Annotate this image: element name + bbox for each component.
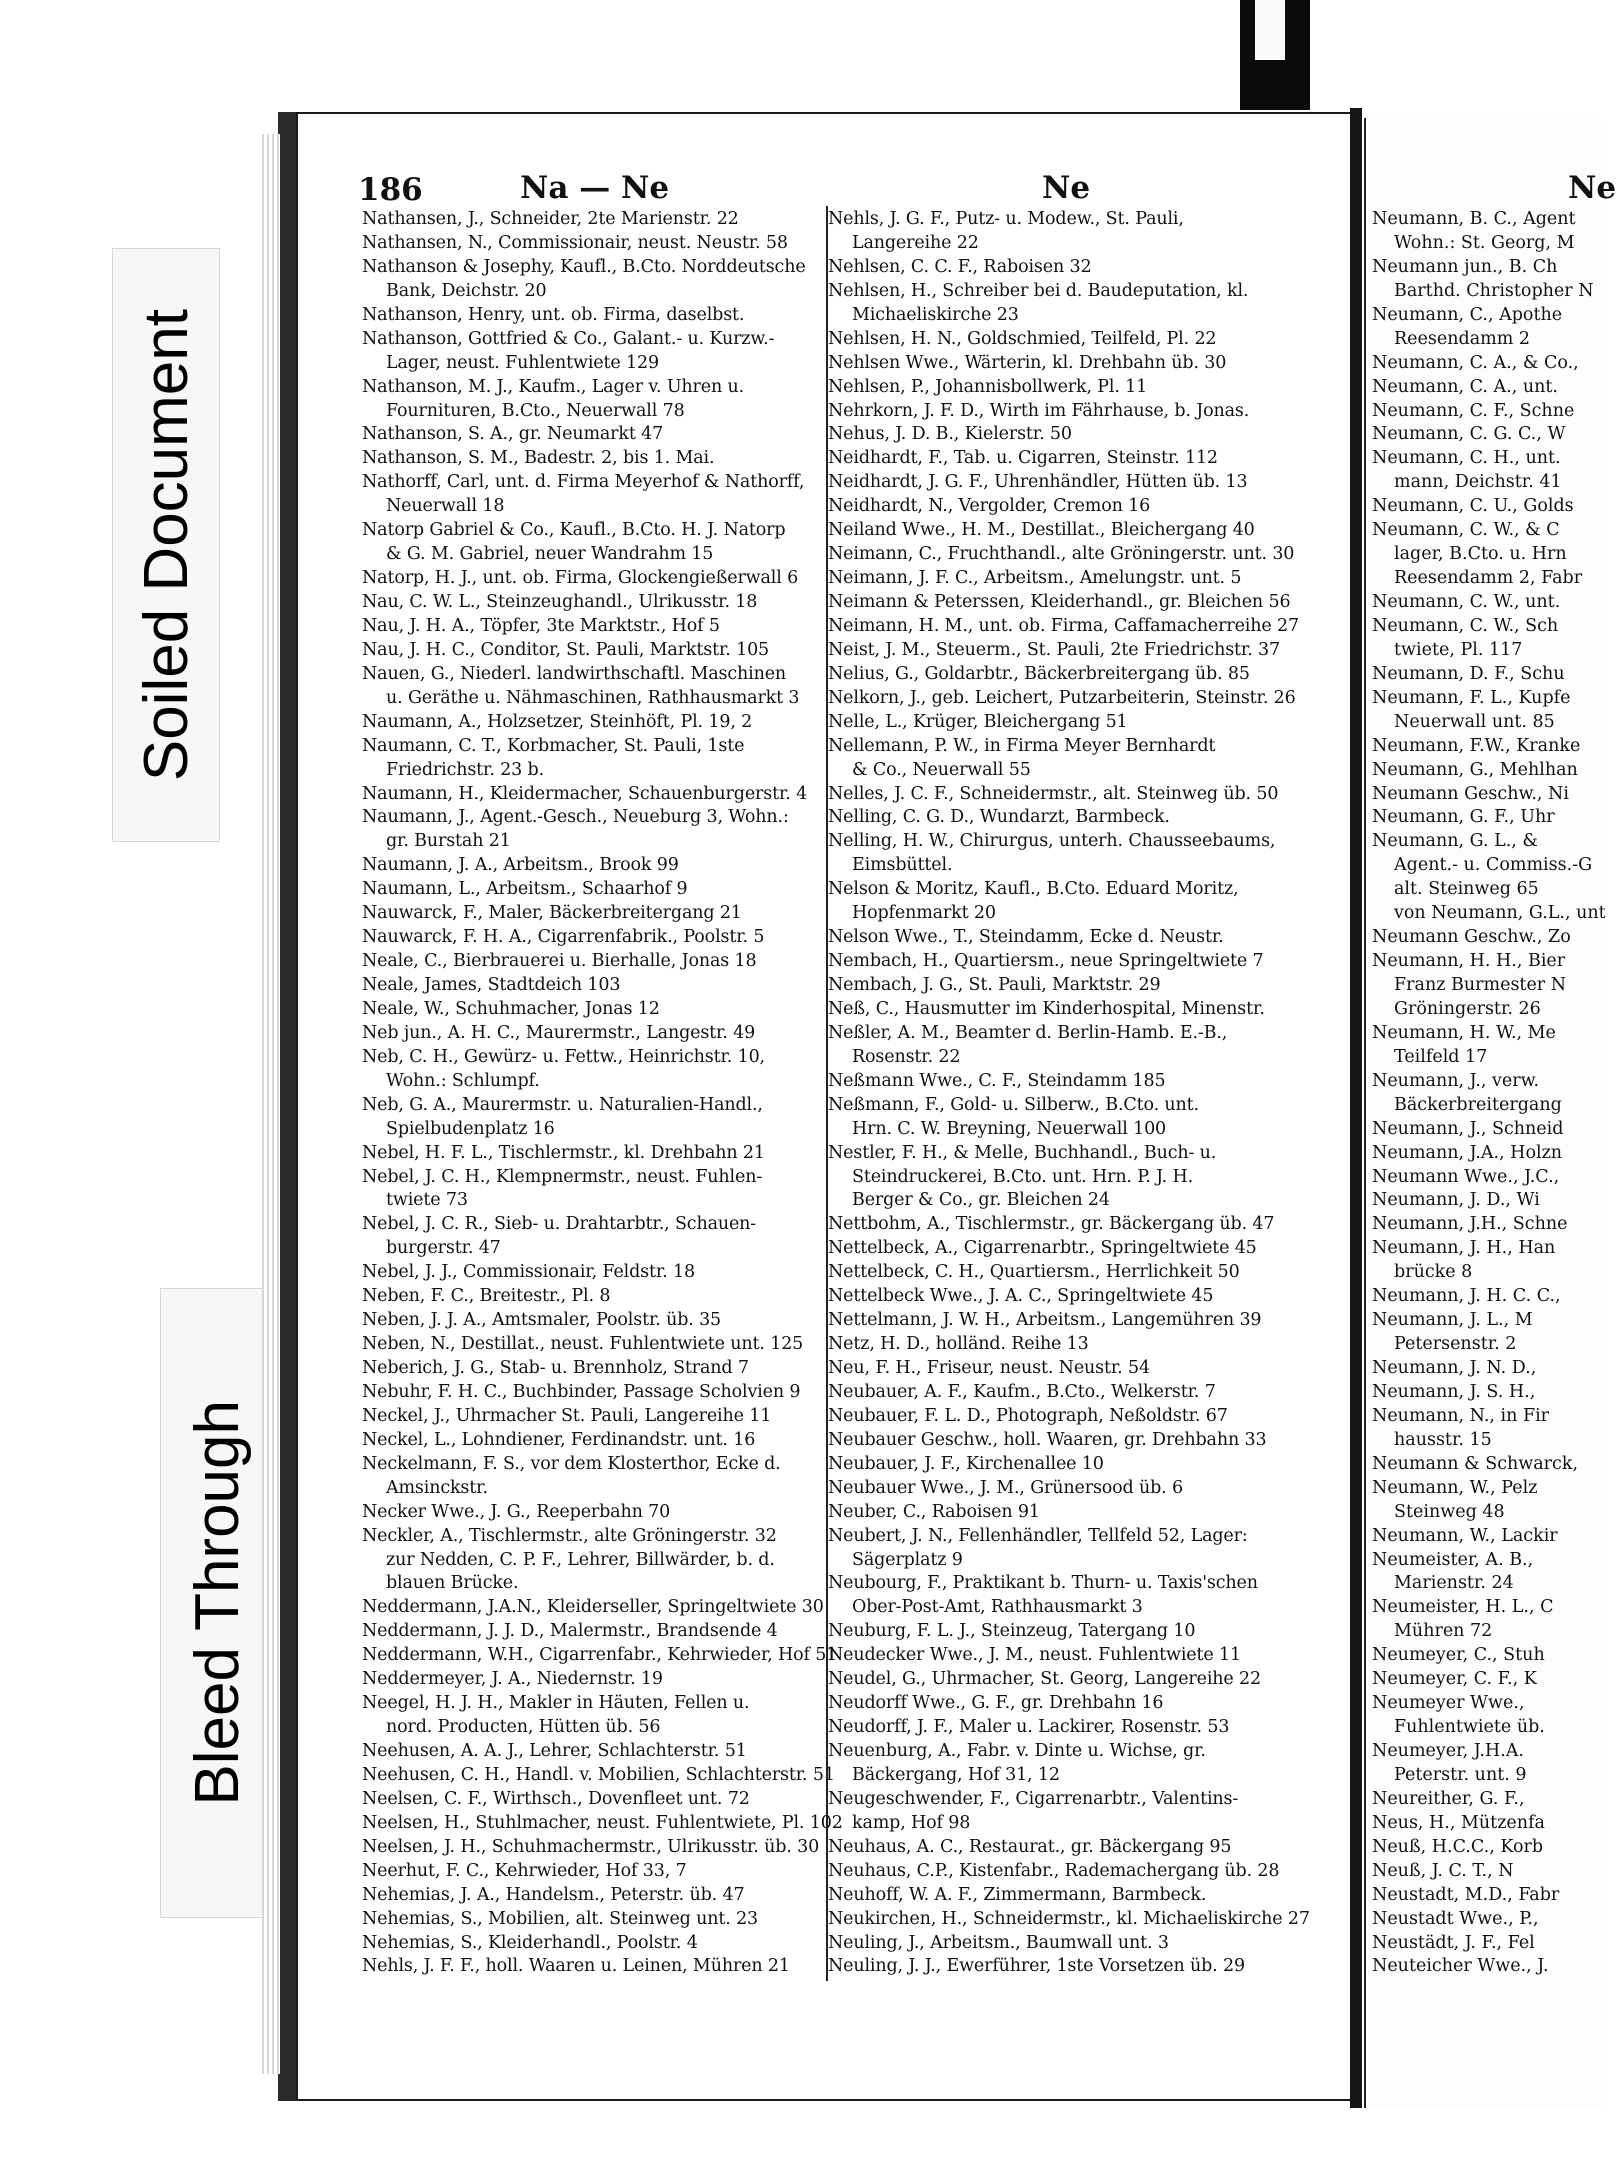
directory-entry: brücke 8 xyxy=(1394,1262,1473,1283)
directory-entry: Neumann, J. S. H., xyxy=(1372,1381,1536,1402)
directory-entry: Nauen, G., Niederl. landwirthschaftl. Maschinen xyxy=(362,663,787,684)
directory-entry: Neb, C. H., Gewürz- u. Fettw., Heinrichstr. 10, xyxy=(362,1046,765,1067)
directory-entry: Necker Wwe., J. G., Reeperbahn 70 xyxy=(362,1501,671,1522)
directory-entry: Neumeyer, C., Stuh xyxy=(1372,1645,1545,1666)
directory-entry: Neumann, G. L., & xyxy=(1372,831,1539,852)
directory-entry: Neuß, H.C.C., Korb xyxy=(1372,1836,1544,1857)
soiled-document-text: Soiled Document xyxy=(131,308,201,782)
directory-entry: Nettelbeck, A., Cigarrenarbtr., Springeltwiete 45 xyxy=(828,1238,1257,1259)
directory-entry: Neumann, G. F., Uhr xyxy=(1372,807,1555,828)
directory-entry: Neckler, A., Tischlermstr., alte Gröningerstr. 32 xyxy=(362,1525,777,1546)
directory-entry: Neß, C., Hausmutter im Kinderhospital, Minenstr. xyxy=(828,998,1265,1019)
directory-entry: Nathanson, S. A., gr. Neumarkt 47 xyxy=(362,424,664,445)
directory-entry: Steinweg 48 xyxy=(1394,1501,1505,1522)
directory-entry: Neumann, C. A., & Co., xyxy=(1372,352,1579,373)
directory-entry: Neumann, H. W., Me xyxy=(1372,1022,1556,1043)
directory-entry: Neegel, H. J. H., Makler in Häuten, Fellen u. xyxy=(362,1693,750,1714)
directory-entry: gr. Burstah 21 xyxy=(386,831,511,852)
directory-column-right xyxy=(828,208,1310,1979)
directory-entry: Nebel, J. C. R., Sieb- u. Drahtarbtr., Schauen- xyxy=(362,1214,757,1235)
directory-entry: Nathanson, S. M., Badestr. 2, bis 1. Mai. xyxy=(362,448,715,469)
directory-entry: Bäckerbreitergang xyxy=(1394,1094,1562,1115)
directory-entry: Agent.- u. Commiss.-G xyxy=(1394,855,1593,876)
directory-entry: Nelles, J. C. F., Schneidermstr., alt. Steinweg üb. 50 xyxy=(828,783,1279,804)
directory-entry: Neumann, N., in Fir xyxy=(1372,1405,1550,1426)
directory-entry: Sägerplatz 9 xyxy=(852,1549,963,1570)
directory-entry: Neumann, F. L., Kupfe xyxy=(1372,687,1571,708)
directory-entry: Neumann, C. A., unt. xyxy=(1372,376,1558,397)
directory-entry: Neidhardt, F., Tab. u. Cigarren, Steinstr. 112 xyxy=(828,448,1218,469)
directory-entry: Neudorff, J. F., Maler u. Lackirer, Rosenstr. 53 xyxy=(828,1717,1230,1738)
directory-entry: Neumann, C. H., unt. xyxy=(1372,448,1561,469)
directory-entry: Neumeyer, C. F., K xyxy=(1372,1669,1537,1690)
directory-entry: Nelkorn, J., geb. Leichert, Putzarbeiterin, Steinstr. 26 xyxy=(828,687,1296,708)
directory-entry: Nehemias, J. A., Handelsm., Peterstr. üb. 47 xyxy=(362,1884,745,1905)
directory-entry: Neist, J. M., Steuerm., St. Pauli, 2te Friedrichstr. 37 xyxy=(828,639,1280,660)
directory-entry: Neumann, G., Mehlhan xyxy=(1372,759,1578,780)
directory-entry: Neustädt, J. F., Fel xyxy=(1372,1932,1535,1953)
directory-entry: Naumann, J., Agent.-Gesch., Neueburg 3, Wohn.: xyxy=(362,807,789,828)
directory-entry: Nembach, J. G., St. Pauli, Marktstr. 29 xyxy=(828,975,1161,995)
directory-entry: Nettelbeck Wwe., J. A. C., Springeltwiete 45 xyxy=(828,1286,1214,1307)
directory-entry: Petersenstr. 2 xyxy=(1394,1334,1517,1355)
directory-entry: Neuerwall 18 xyxy=(386,496,505,517)
directory-entry: Nauwarck, F. H. A., Cigarrenfabrik., Poolstr. 5 xyxy=(362,927,765,948)
directory-entry: Marienstr. 24 xyxy=(1394,1573,1514,1594)
directory-entry: twiete 73 xyxy=(386,1190,468,1211)
directory-entry: Neumann, B. C., Agent xyxy=(1372,209,1576,229)
directory-entry: Neumann, C. U., Golds xyxy=(1372,496,1574,517)
directory-entry: Neumann, W., Pelz xyxy=(1372,1477,1538,1498)
directory-entry: Nestler, F. H., & Melle, Buchhandl., Buch- u. xyxy=(828,1142,1217,1163)
directory-entry: Neus, H., Mützenfa xyxy=(1372,1812,1545,1833)
directory-entry: Bank, Deichstr. 20 xyxy=(386,280,547,301)
directory-entry: Neumann Wwe., J.C., xyxy=(1372,1166,1560,1187)
directory-entry: Neumann, J., verw. xyxy=(1372,1070,1540,1091)
directory-entry: Neubauer Wwe., J. M., Grünersood üb. 6 xyxy=(828,1477,1183,1498)
directory-entry: burgerstr. 47 xyxy=(386,1238,501,1259)
running-head-right: Ne xyxy=(1042,170,1091,206)
directory-entry: Neelsen, C. F., Wirthsch., Dovenfleet unt. 72 xyxy=(362,1788,750,1809)
directory-entry: Steindruckerei, B.Cto. unt. Hrn. P. J. H. xyxy=(852,1166,1194,1187)
directory-entry: Nebuhr, F. H. C., Buchbinder, Passage Scholvien 9 xyxy=(362,1381,801,1402)
directory-entry: Naumann, H., Kleidermacher, Schauenburgerstr. 4 xyxy=(362,783,808,804)
directory-entry: Neelsen, J. H., Schuhmachermstr., Ulrikusstr. üb. 30 xyxy=(362,1836,820,1857)
directory-entry: Neumann, C. W., Sch xyxy=(1372,615,1559,636)
directory-entry: Hopfenmarkt 20 xyxy=(852,903,996,924)
directory-entry: alt. Steinweg 65 xyxy=(1394,879,1539,900)
directory-entry: Neimann, C., Fruchthandl., alte Gröningerstr. unt. 30 xyxy=(828,544,1295,565)
directory-entry: Nembach, H., Quartiersm., neue Springeltwiete 7 xyxy=(828,951,1264,972)
directory-entry: & Co., Neuerwall 55 xyxy=(852,759,1031,780)
directory-entry: Neidhardt, J. G. F., Uhrenhändler, Hütten üb. 13 xyxy=(828,472,1248,493)
directory-entry: Nau, C. W. L., Steinzeughandl., Ulrikusstr. 18 xyxy=(362,592,758,612)
directory-entry: Neddermann, J. J. D., Malermstr., Brandsende 4 xyxy=(362,1621,778,1642)
directory-entry: Langereihe 22 xyxy=(852,232,979,253)
directory-entry: Neuß, J. C. T., N xyxy=(1372,1860,1514,1881)
directory-entry: Neuling, J., Arbeitsm., Baumwall unt. 3 xyxy=(828,1932,1169,1953)
directory-entry: Nathorff, Carl, unt. d. Firma Meyerhof & Nathorff, xyxy=(362,472,805,493)
directory-entry: Neumann jun., B. Ch xyxy=(1372,256,1558,277)
directory-entry: Neumann, J.H., Schne xyxy=(1372,1214,1568,1235)
directory-entry: Neckelmann, F. S., vor dem Klosterthor, Ecke d. xyxy=(362,1453,781,1474)
book-gutter xyxy=(1350,108,1362,2108)
directory-entry: Peterstr. unt. 9 xyxy=(1394,1764,1527,1785)
directory-entry: kamp, Hof 98 xyxy=(852,1812,971,1833)
directory-entry: Neumann, H. H., Bier xyxy=(1372,951,1566,972)
directory-entry: Lager, neust. Fuhlentwiete 129 xyxy=(386,352,659,373)
directory-entry: Neumeyer, J.H.A. xyxy=(1372,1741,1524,1761)
directory-entry: Neu, F. H., Friseur, neust. Neustr. 54 xyxy=(828,1358,1150,1378)
page-number: 186 xyxy=(358,172,423,208)
directory-entry: Nathansen, J., Schneider, 2te Marienstr. 22 xyxy=(362,209,739,229)
directory-entry: Neubauer, A. F., Kaufm., B.Cto., Welkerstr. 7 xyxy=(828,1381,1216,1402)
directory-entry: Nehrkorn, J. F. D., Wirth im Fährhause, b. Jonas. xyxy=(828,400,1250,421)
directory-entry: Neumann, C. F., Schne xyxy=(1372,400,1575,421)
directory-entry: Neumann, J.A., Holzn xyxy=(1372,1142,1563,1163)
directory-entry: hausstr. 15 xyxy=(1394,1429,1492,1450)
directory-entry: Nelius, G., Goldarbtr., Bäckerbreitergang üb. 85 xyxy=(828,663,1250,684)
directory-entry: Fournituren, B.Cto., Neuerwall 78 xyxy=(386,400,685,421)
directory-entry: Franz Burmester N xyxy=(1394,975,1567,995)
directory-entry: Neumann, J. L., M xyxy=(1372,1310,1533,1331)
directory-entry: Neben, F. C., Breitestr., Pl. 8 xyxy=(362,1286,611,1307)
directory-entry: Neuteicher Wwe., J. xyxy=(1372,1956,1549,1977)
directory-entry: Ober-Post-Amt, Rathhausmarkt 3 xyxy=(852,1597,1143,1618)
directory-entry: Neehusen, A. A. J., Lehrer, Schlachterstr. 51 xyxy=(362,1741,747,1761)
directory-entry: Neustadt, M.D., Fabr xyxy=(1372,1884,1560,1905)
directory-entry: Spielbudenplatz 16 xyxy=(386,1118,555,1139)
directory-entry: & G. M. Gabriel, neuer Wandrahm 15 xyxy=(386,544,714,565)
directory-entry: Neureither, G. F., xyxy=(1372,1788,1525,1809)
directory-entry: Neumann, J. N. D., xyxy=(1372,1358,1537,1378)
directory-entry: twiete, Pl. 117 xyxy=(1394,639,1523,660)
directory-entry: Nathanson, M. J., Kaufm., Lager v. Uhren u. xyxy=(362,376,745,397)
directory-entry: mann, Deichstr. 41 xyxy=(1394,472,1562,493)
directory-entry: Reesendamm 2 xyxy=(1394,328,1531,349)
directory-entry: Nehlsen, H., Schreiber bei d. Baudeputation, kl. xyxy=(828,280,1249,301)
directory-entry: Netz, H. D., holländ. Reihe 13 xyxy=(828,1334,1089,1355)
directory-entry: Neimann, J. F. C., Arbeitsm., Amelungstr. unt. 5 xyxy=(828,568,1242,589)
directory-entry: Neuhaus, C.P., Kistenfabr., Rademachergang üb. 28 xyxy=(828,1860,1280,1881)
directory-entry: Gröningerstr. 26 xyxy=(1394,998,1541,1019)
directory-entry: Neale, W., Schuhmacher, Jonas 12 xyxy=(362,998,660,1019)
directory-entry: Neumeister, H. L., C xyxy=(1372,1597,1554,1618)
directory-entry: Nebel, H. F. L., Tischlermstr., kl. Drehbahn 21 xyxy=(362,1142,765,1163)
directory-entry: Neidhardt, N., Vergolder, Cremon 16 xyxy=(828,496,1151,517)
directory-entry: Nettelmann, J. W. H., Arbeitsm., Langemühren 39 xyxy=(828,1310,1262,1331)
directory-entry: Nehlsen Wwe., Wärterin, kl. Drehbahn üb. 30 xyxy=(828,352,1227,373)
directory-entry: Neuber, C., Raboisen 91 xyxy=(828,1501,1040,1522)
directory-entry: Neckel, J., Uhrmacher St. Pauli, Langereihe 11 xyxy=(362,1405,772,1426)
directory-entry: Neukirchen, H., Schneidermstr., kl. Michaeliskirche 27 xyxy=(828,1908,1310,1929)
directory-entry: Neumann, J., Schneid xyxy=(1372,1118,1564,1139)
directory-entry: Naumann, L., Arbeitsm., Schaarhof 9 xyxy=(362,879,688,900)
directory-entry: Neehusen, C. H., Handl. v. Mobilien, Schlachterstr. 51 xyxy=(362,1764,835,1785)
directory-entry: Reesendamm 2, Fabr xyxy=(1394,568,1583,589)
binding-highlight xyxy=(1255,0,1285,60)
directory-entry: Neerhut, F. C., Kehrwieder, Hof 33, 7 xyxy=(362,1860,687,1881)
directory-entry: Nauwarck, F., Maler, Bäckerbreitergang 21 xyxy=(362,903,742,924)
directory-entry: Nelson & Moritz, Kaufl., B.Cto. Eduard Moritz, xyxy=(828,879,1239,900)
directory-entry: Nathanson & Josephy, Kaufl., B.Cto. Norddeutsche xyxy=(362,256,806,277)
directory-entry: Hrn. C. W. Breyning, Neuerwall 100 xyxy=(852,1118,1167,1139)
directory-entry: Barthd. Christopher N xyxy=(1394,280,1594,301)
directory-entry: Nettelbeck, C. H., Quartiersm., Herrlichkeit 50 xyxy=(828,1262,1240,1283)
directory-entry: Bäckergang, Hof 31, 12 xyxy=(852,1764,1060,1785)
directory-entry: Nathanson, Gottfried & Co., Galant.- u. Kurzw.- xyxy=(362,328,775,349)
directory-entry: Neb, G. A., Maurermstr. u. Naturalien-Handl., xyxy=(362,1094,763,1115)
directory-entry: Neumann, C. G. C., W xyxy=(1372,424,1566,445)
directory-entry: Neb jun., A. H. C., Maurermstr., Langestr. 49 xyxy=(362,1022,756,1043)
directory-entry: Naumann, J. A., Arbeitsm., Brook 99 xyxy=(362,855,679,876)
directory-entry: Nehus, J. D. B., Kielerstr. 50 xyxy=(828,424,1072,445)
directory-entry: Neubauer Geschw., holl. Waaren, gr. Drehbahn 33 xyxy=(828,1429,1267,1450)
directory-entry: Neumann, C. W., unt. xyxy=(1372,592,1561,612)
directory-entry: Neddermann, J.A.N., Kleiderseller, Springeltwiete 30 xyxy=(362,1597,824,1618)
directory-entry: Neumann & Schwarck, xyxy=(1372,1453,1579,1474)
directory-entry: Nelling, C. G. D., Wundarzt, Barmbeck. xyxy=(828,807,1170,828)
directory-entry: Neelsen, H., Stuhlmacher, neust. Fuhlentwiete, Pl. 102 xyxy=(362,1812,843,1833)
directory-entry: Eimsbüttel. xyxy=(852,855,953,876)
directory-entry: Nathanson, Henry, unt. ob. Firma, daselbst. xyxy=(362,304,745,325)
directory-entry: Neimann, H. M., unt. ob. Firma, Caffamacherreihe 27 xyxy=(828,615,1299,636)
directory-entry: Michaeliskirche 23 xyxy=(852,304,1019,325)
directory-entry: Neumann, C., Apothe xyxy=(1372,304,1563,325)
directory-entry: Nehlsen, H. N., Goldschmied, Teilfeld, Pl. 22 xyxy=(828,328,1217,349)
directory-entry: Neumann Geschw., Ni xyxy=(1372,783,1569,804)
directory-entry: Nelle, L., Krüger, Bleichergang 51 xyxy=(828,711,1128,732)
directory-entry: Neuling, J. J., Ewerführer, 1ste Vorsetzen üb. 29 xyxy=(828,1956,1245,1977)
directory-entry: Neuerwall unt. 85 xyxy=(1394,711,1555,732)
directory-entry: u. Geräthe u. Nähmaschinen, Rathhausmarkt 3 xyxy=(386,687,800,708)
directory-entry: zur Nedden, C. P. F., Lehrer, Billwärder, b. d. xyxy=(386,1549,775,1570)
directory-entry: Neugeschwender, F., Cigarrenarbtr., Valentins- xyxy=(828,1788,1239,1809)
directory-entry: Neale, James, Stadtdeich 103 xyxy=(362,975,621,995)
directory-entry: Neumeyer Wwe., xyxy=(1372,1693,1525,1714)
directory-entry: Neßmann Wwe., C. F., Steindamm 185 xyxy=(828,1070,1166,1091)
directory-entry: Neubourg, F., Praktikant b. Thurn- u. Taxis'schen xyxy=(828,1573,1258,1594)
directory-entry: Neuenburg, A., Fabr. v. Dinte u. Wichse, gr. xyxy=(828,1741,1206,1761)
directory-entry: Nebel, J. J., Commissionair, Feldstr. 18 xyxy=(362,1262,695,1283)
directory-entry: Neumann, D. F., Schu xyxy=(1372,663,1565,684)
directory-column-left xyxy=(362,208,843,1979)
directory-entry: Neumann, C. W., & C xyxy=(1372,520,1560,541)
directory-entry: Neddermann, W.H., Cigarrenfabr., Kehrwieder, Hof 51 xyxy=(362,1645,838,1666)
directory-entry: Neudorff Wwe., G. F., gr. Drehbahn 16 xyxy=(828,1693,1164,1714)
directory-entry: Wohn.: St. Georg, M xyxy=(1394,232,1575,253)
directory-entry: Neuburg, F. L. J., Steinzeug, Tatergang 10 xyxy=(828,1621,1196,1642)
directory-entry: Rosenstr. 22 xyxy=(852,1046,961,1067)
directory-entry: Neckel, L., Lohndiener, Ferdinandstr. unt. 16 xyxy=(362,1429,756,1450)
directory-entry: Neubert, J. N., Fellenhändler, Tellfeld 52, Lager: xyxy=(828,1525,1248,1546)
directory-entry: Neubauer, J. F., Kirchenallee 10 xyxy=(828,1453,1104,1474)
directory-entry: Berger & Co., gr. Bleichen 24 xyxy=(852,1190,1110,1211)
directory-entry: Neßmann, F., Gold- u. Silberw., B.Cto. unt. xyxy=(828,1094,1199,1115)
directory-entry: Natorp Gabriel & Co., Kaufl., B.Cto. H. J. Natorp xyxy=(362,520,786,541)
directory-entry: Neustadt Wwe., P., xyxy=(1372,1908,1539,1929)
directory-entry: lager, B.Cto. u. Hrn xyxy=(1394,544,1567,565)
directory-entry: Nathansen, N., Commissionair, neust. Neustr. 58 xyxy=(362,232,788,253)
directory-entry: Fuhlentwiete üb. xyxy=(1394,1717,1545,1738)
directory-entry: Wohn.: Schlumpf. xyxy=(386,1070,540,1091)
directory-entry: nord. Producten, Hütten üb. 56 xyxy=(386,1717,661,1738)
directory-column-facing xyxy=(1372,208,1606,1979)
directory-entry: Naumann, A., Holzsetzer, Steinhöft, Pl. 19, 2 xyxy=(362,711,753,732)
directory-entry: Natorp, H. J., unt. ob. Firma, Glockengießerwall 6 xyxy=(362,568,799,589)
directory-entry: Neudecker Wwe., J. M., neust. Fuhlentwiete 11 xyxy=(828,1645,1241,1666)
directory-entry: Nehemias, S., Mobilien, alt. Steinweg unt. 23 xyxy=(362,1908,759,1929)
directory-entry: Nehls, J. F. F., holl. Waaren u. Leinen, Mühren 21 xyxy=(362,1956,790,1977)
directory-entry: Neudel, G., Uhrmacher, St. Georg, Langereihe 22 xyxy=(828,1669,1261,1690)
directory-entry: Neumann, J. H., Han xyxy=(1372,1238,1556,1259)
directory-entry: Neddermeyer, J. A., Niedernstr. 19 xyxy=(362,1669,663,1690)
directory-entry: Nau, J. H. A., Töpfer, 3te Marktstr., Hof 5 xyxy=(362,615,720,636)
directory-entry: Neumann, F.W., Kranke xyxy=(1372,735,1581,756)
directory-entry: Teilfeld 17 xyxy=(1394,1046,1488,1067)
directory-entry: Neuhaus, A. C., Restaurat., gr. Bäckergang 95 xyxy=(828,1836,1232,1857)
directory-entry: Neumann, J. H. C. C., xyxy=(1372,1286,1561,1307)
directory-entry: Amsinckstr. xyxy=(386,1477,488,1498)
bleed-through-label xyxy=(160,1288,274,1918)
directory-entry: Neuhoff, W. A. F., Zimmermann, Barmbeck. xyxy=(828,1884,1207,1905)
directory-entry: Neßler, A. M., Beamter d. Berlin-Hamb. E.-B., xyxy=(828,1022,1228,1043)
directory-entry: Mühren 72 xyxy=(1394,1621,1493,1642)
directory-entry: Nelson Wwe., T., Steindamm, Ecke d. Neustr. xyxy=(828,927,1224,948)
directory-entry: Neumann, J. D., Wi xyxy=(1372,1190,1540,1211)
directory-entry: Neale, C., Bierbrauerei u. Bierhalle, Jonas 18 xyxy=(362,951,757,972)
directory-entry: Nehlsen, P., Johannisbollwerk, Pl. 11 xyxy=(828,376,1148,397)
running-head-left: Na — Ne xyxy=(520,170,670,206)
bleed-through-text: Bleed Through xyxy=(182,1400,252,1806)
directory-entry: Neubauer, F. L. D., Photograph, Neßoldstr. 67 xyxy=(828,1405,1228,1426)
directory-entry: Neimann & Peterssen, Kleiderhandl., gr. Bleichen 56 xyxy=(828,592,1291,612)
directory-entry: Neumann Geschw., Zo xyxy=(1372,927,1571,948)
directory-entry: Nebel, J. C. H., Klempnermstr., neust. Fuhlen- xyxy=(362,1166,763,1187)
directory-entry: Neumann, W., Lackir xyxy=(1372,1525,1558,1546)
directory-entry: Neben, J. J. A., Amtsmaler, Poolstr. üb. 35 xyxy=(362,1310,722,1331)
directory-entry: Neiland Wwe., H. M., Destillat., Bleichergang 40 xyxy=(828,520,1255,541)
directory-entry: Nehlsen, C. C. F., Raboisen 32 xyxy=(828,256,1092,277)
directory-entry: Neumeister, A. B., xyxy=(1372,1549,1534,1570)
directory-entry: Nehemias, S., Kleiderhandl., Poolstr. 4 xyxy=(362,1932,698,1953)
directory-entry: Friedrichstr. 23 b. xyxy=(386,759,545,780)
directory-entry: Nehls, J. G. F., Putz- u. Modew., St. Pauli, xyxy=(828,209,1184,229)
directory-entry: Nettbohm, A., Tischlermstr., gr. Bäckergang üb. 47 xyxy=(828,1214,1275,1235)
soiled-document-label xyxy=(112,248,220,842)
directory-entry: blauen Brücke. xyxy=(386,1573,519,1594)
running-head-facing: Ne xyxy=(1568,170,1616,206)
directory-entry: Nellemann, P. W., in Firma Meyer Bernhardt xyxy=(828,735,1216,756)
directory-entry: von Neumann, G.L., unt xyxy=(1394,903,1606,924)
directory-entry: Neben, N., Destillat., neust. Fuhlentwiete unt. 125 xyxy=(362,1334,804,1355)
directory-entry: Nelling, H. W., Chirurgus, unterh. Chausseebaums, xyxy=(828,831,1276,852)
directory-entry: Nau, J. H. C., Conditor, St. Pauli, Marktstr. 105 xyxy=(362,639,770,660)
directory-entry: Naumann, C. T., Korbmacher, St. Pauli, 1ste xyxy=(362,735,745,756)
directory-entry: Neberich, J. G., Stab- u. Brennholz, Strand 7 xyxy=(362,1358,749,1378)
